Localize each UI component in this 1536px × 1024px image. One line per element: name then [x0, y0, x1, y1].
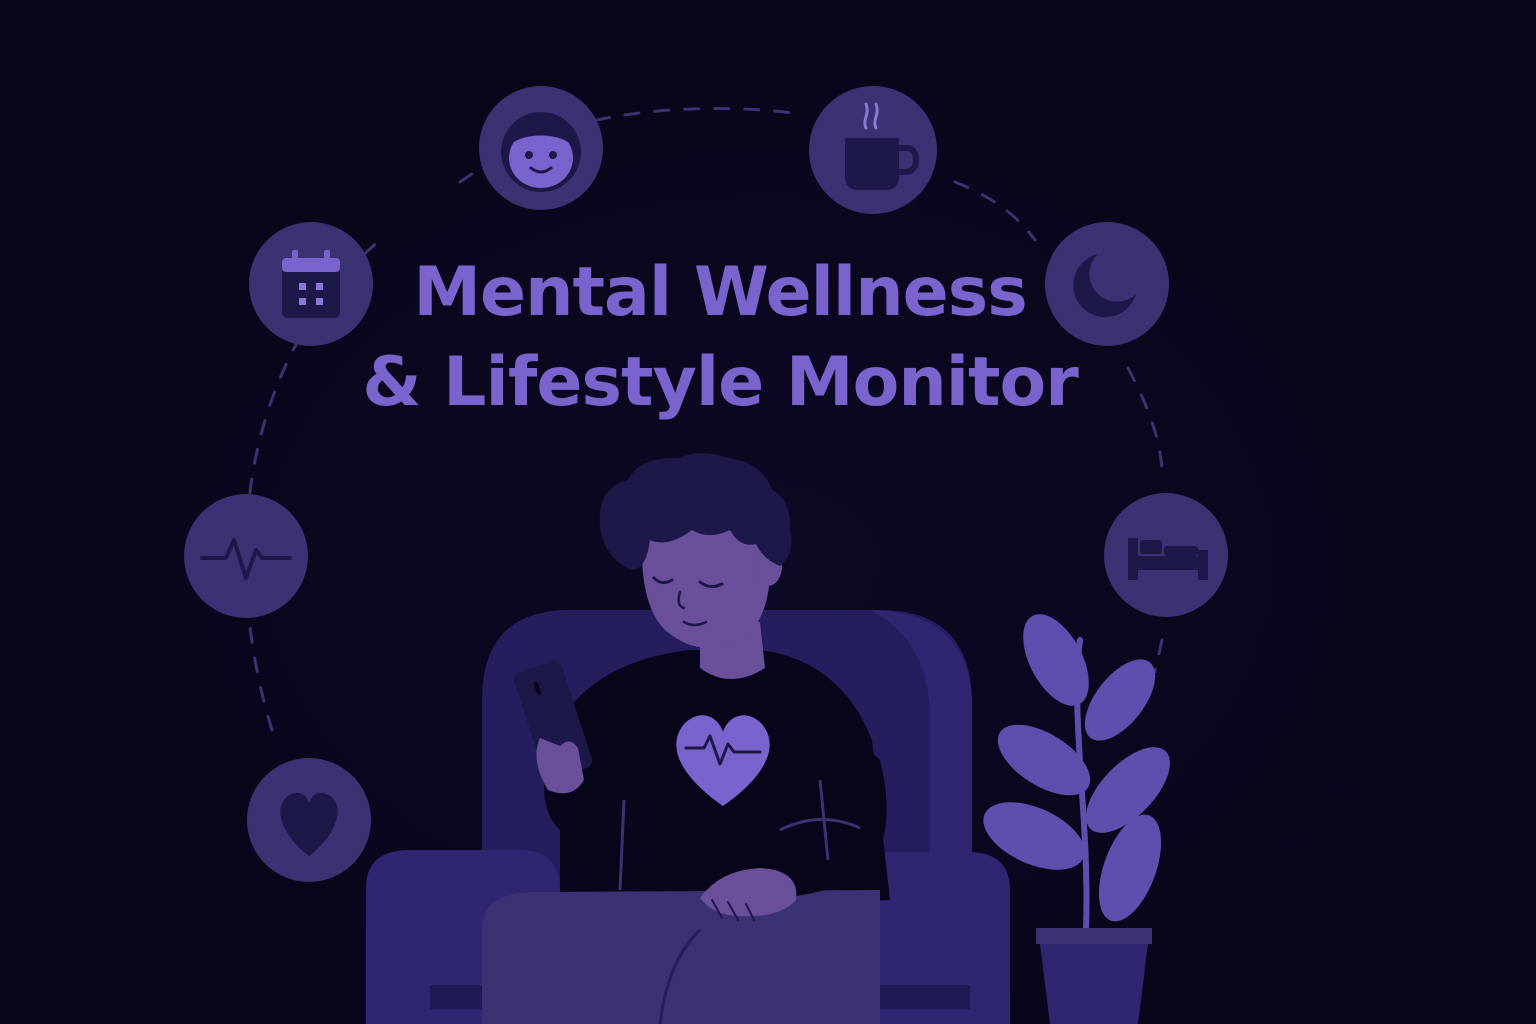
- person-with-phone: [482, 453, 890, 1024]
- heart-icon: [247, 758, 371, 882]
- coffee-cup-icon: [809, 86, 937, 214]
- face-icon: [479, 86, 603, 210]
- bed-icon: [1104, 493, 1228, 617]
- title-line-2: & Lifestyle Monitor: [362, 343, 1078, 422]
- heartbeat-pulse-icon: [184, 494, 308, 618]
- page-title: [0, 248, 1440, 428]
- title-line-1: Mental Wellness: [413, 253, 1027, 332]
